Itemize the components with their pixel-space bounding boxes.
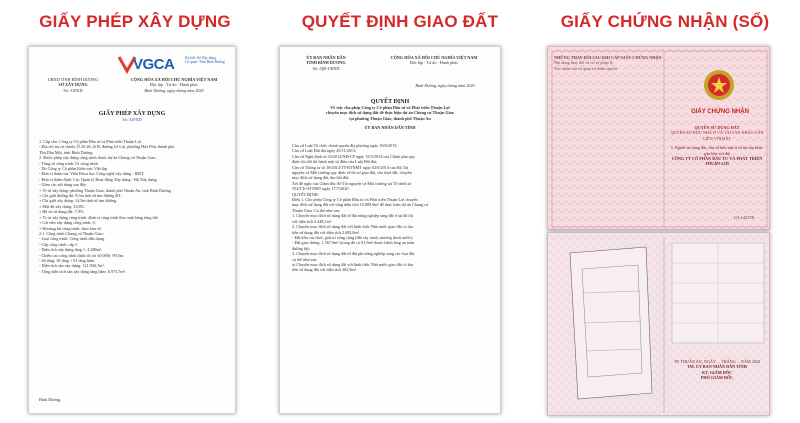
land-allocation-decision-document [279, 46, 501, 414]
vgca-logo [117, 53, 183, 75]
decision-title-block [280, 99, 500, 131]
permit-body-line: + Mật độ xây dựng: 33,8%. [39, 203, 86, 209]
certificate-changes-col2: Xác nhận của cơ quan có thẩm quyền [554, 65, 617, 71]
decision-body-line: nguyên và Môi trường quy định về hồ sơ giao đất, cho thuê đất, chuyển [292, 170, 412, 176]
decision-body-line: 1. Chuyển mục đích sử dụng đất từ đất nông nghiệp sang đất ở tại đô thị [292, 213, 413, 219]
permit-body-line: - Tổng số công trình: 01 công trình. [39, 160, 99, 166]
permit-footer: Bình Dương, [39, 397, 61, 402]
permit-body-line: - Địa chỉ trụ sở chính: Ô 25-26, lô B, đường Lê Lợi, phường Hòa Phú, thành phố [39, 144, 175, 150]
certificate-line-1: QUYỀN SỬ DỤNG ĐẤT [694, 125, 740, 130]
vgca-logo-icon [117, 53, 183, 75]
permit-body-line: - Loại công trình: Công trình dân dụng. [39, 236, 106, 242]
decision-body-line: đường bộ). [292, 245, 311, 251]
certificate-line-2: QUYỀN SỞ HỮU NHÀ Ở VÀ TÀI SẢN KHÁC GẮN LIỀN VỚI ĐẤT [670, 130, 764, 141]
permit-body-line: Thủ Dầu Một, tỉnh Bình Dương. [39, 149, 94, 155]
permit-body-line: + Chỉ giới đường đỏ: 8,5m tính từ tim đường ĐT. [39, 193, 122, 199]
permit-date: Bình Dương, ngày tháng năm 2020 [144, 87, 204, 93]
permit-authority: UBND TỈNH BÌNH DƯƠNG [47, 77, 99, 82]
heading-certificate: GIẤY CHỨNG NHẬN (SỔ) [560, 12, 770, 31]
certificate-line-4: CÔNG TY CỔ PHẦN ĐẦU TƯ VÀ PHÁT TRIỂN THUẬN LỢI [671, 156, 763, 167]
decision-body-line: với diện tích 3.448,1m². [292, 218, 333, 224]
permit-body-line: + Vị trí xây dựng công trình: định vị công trình theo mặt bằng tổng thể. [39, 214, 159, 220]
permit-title: GIẤY PHÉP XÂY DỰNG [98, 111, 166, 117]
national-emblem-icon [703, 69, 735, 101]
decision-body-line: 354/TTr-STNMT ngày 17/7/2020. [292, 186, 350, 192]
decision-right-header [372, 55, 496, 66]
permit-left-header [33, 77, 113, 93]
decision-authority: ỦY BAN NHÂN DÂN [306, 55, 346, 60]
permit-body-line: 1. Cấp cho: Công ty Cổ phần Đầu tư và Phát triển Thuận Lợi [39, 139, 142, 144]
permit-body-line: - Diện tích xây dựng tầng 1: 4.288m². [39, 247, 103, 253]
permit-right-header [115, 77, 233, 93]
decision-body-line: Căn cứ Luật Đất đai ngày 29/11/2013; [292, 148, 357, 154]
decision-body-line: định chi tiết thi hành một số điều của Luật Đất đai; [292, 159, 378, 165]
digital-signature-note: Ký bởi: Sở Xây dựng Cơ quan: Tỉnh Bình Dương [185, 56, 225, 65]
permit-body-line: + Vị trí xây dựng: phường Thuận Giao, thành phố Thuận An, tỉnh Bình Dương. [39, 187, 172, 193]
permit-body-line: - Cấp công trình: cấp I. [39, 241, 78, 247]
plan-authority: TM. ỦY BAN NHÂN DÂN TỈNH [687, 364, 747, 370]
decision-left-header [286, 55, 366, 71]
permit-body-line: - Gồm các nội dung sau đây: [39, 182, 88, 188]
decision-republic: CỘNG HÒA XÃ HỘI CHỦ NGHĨA VIỆT NAM [390, 55, 478, 60]
decision-body-line: QUYẾT ĐỊNH: [292, 191, 319, 197]
decision-authority-line: ỦY BAN NHÂN DÂN TỈNH [364, 125, 416, 131]
permit-body [39, 139, 229, 274]
decision-body-line: cụ thể như sau: [292, 256, 318, 262]
decision-body-line: - Đất khu vui chơi, giải trí công cộng (đất cây xanh, mương thoát nước): [292, 234, 414, 240]
permit-body-line: + Chỉ giới xây dựng: 14,5m tính từ tim đường. [39, 198, 118, 204]
certificate-serial: CS 142578 [734, 215, 755, 220]
permit-body-line: + Khoảng lùi công trình: theo bản vẽ. [39, 225, 102, 231]
permit-body-line: - Đơn vị thẩm định: Cục Quản lý Hoạt động Xây dựng - Bộ Xây dựng. [39, 176, 158, 182]
decision-province: TỈNH BÌNH DƯƠNG [306, 60, 346, 66]
certificate-line-3: I. Người sử dụng đất, chủ sở hữu nhà ở và tài sản khác gắn liền với đất [671, 145, 763, 156]
certificate-changes-page [554, 55, 662, 71]
permit-body-line: - Số tầng: 30 tầng + 01 tầng hầm. [39, 257, 95, 263]
decision-body-line: a) Chuyển mục đích sử dụng đất với hình thức Nhà nước giao đất có thu [292, 261, 414, 267]
permit-body-line: + Cốt nền xây dựng công trình: 0. [39, 220, 96, 226]
decision-body-line: Xét đề nghị của Giám đốc Sở Tài nguyên và Môi trường tại Tờ trình số [292, 180, 412, 186]
decision-body-line: Căn cứ Thông tư số 30/2014/TT-BTNMT ngày 02/6/2014 của Bộ Tài [292, 164, 409, 170]
plot-plan-drawing [548, 233, 770, 416]
certificate-changes-title: NHỮNG THAY ĐỔI SAU KHI CẤP GIẤY CHỨNG NHẬN [554, 55, 662, 60]
decision-body [292, 143, 492, 273]
heading-land-allocation-decision: QUYẾT ĐỊNH GIAO ĐẤT [301, 12, 499, 31]
plan-deputy-director: PHÓ GIÁM ĐỐC [700, 375, 734, 381]
decision-body-line: - Đất giao thông: 1.567,9m² (trong đó có 61,9m² thuộc hành lang an toàn [292, 240, 415, 246]
decision-date: Bình Dương, ngày tháng năm 2020 [415, 83, 475, 88]
plan-date: TP. THUẬN AN, NGÀY ... THÁNG ... NĂM 2020 [673, 359, 761, 364]
permit-title-block [29, 111, 235, 122]
decision-body-line: Căn cứ Luật Tổ chức chính quyền địa phương ngày 19/6/2015; [292, 143, 398, 148]
permit-body-line: - Diện tích sàn xây dựng: 121.926,7m². [39, 263, 105, 269]
building-permit-document [28, 46, 236, 414]
certificate-body [668, 125, 766, 167]
permit-body-line: + Hệ số sử dụng đất: 7,9%. [39, 209, 85, 215]
certificate-title: GIẤY CHỨNG NHẬN [691, 109, 749, 115]
permit-body-line: - Đơn vị thẩm tra: Viện Khoa học Công nghệ xây dựng - IBST. [39, 171, 145, 177]
permit-body-line: - Chiều cao công trình (tính từ cốt ±0.000): 99,5m. [39, 252, 125, 258]
decision-subtitle-2: chuyển mục đích sử dụng đất để thực hiện dự án Chung cư Thuận Giao [326, 110, 454, 116]
decision-body-line: mục đích sử dụng đất với tổng diện tích 10.089,9m² để thực hiện dự án Chung cư [292, 202, 429, 208]
land-plot-plan-page [547, 232, 770, 416]
decision-body-line: Thuận Giao. Cụ thể như sau: [292, 207, 341, 213]
permit-body-line: - Do Công ty Cổ phần Kiến trúc Việt lập. [39, 166, 108, 172]
permit-body-line: 2.1. Công trình Chung cư Thuận Giao: [39, 230, 104, 236]
permit-number: Số: /GPXD [122, 117, 142, 122]
decision-body-line: Điều 1. Cho phép Công ty Cổ phần Đầu tư và Phát triển Thuận Lợi chuyển [292, 197, 418, 203]
decision-body-line: tiền sử dụng đất với diện tích 2.695,8m². [292, 229, 361, 235]
permit-republic: CỘNG HÒA XÃ HỘI CHỦ NGHĨA VIỆT NAM [130, 77, 218, 82]
permit-body-line: 2. Được phép xây dựng công trình thuộc dự án Chung cư Thuận Giao. [39, 155, 157, 161]
decision-body-line: Căn cứ Nghị định số 43/2014/NĐ-CP ngày 15/5/2014 của Chính phủ quy [292, 153, 415, 159]
decision-body-line: 2. Chuyển mục đích sử dụng đất với hình thức Nhà nước giao đất có thu [292, 224, 414, 230]
permit-motto: Độc lập - Tự do - Hạnh phúc [149, 82, 199, 88]
permit-department: SỞ XÂY DỰNG [58, 82, 88, 88]
heading-building-permit: GIẤY PHÉP XÂY DỰNG [39, 12, 231, 31]
vgca-logo-text: VGCA [133, 56, 175, 73]
decision-subtitle-3: tại phường Thuận Giao, thành phố Thuận An [349, 115, 431, 121]
permit-header-band [35, 52, 231, 80]
permit-body-line: - Tổng diện tích sàn xây dựng tầng hầm: 8.975,7m². [39, 268, 126, 274]
decision-body-line: 3. Chuyển mục đích sử dụng đất từ đất phi nông nghiệp sang các loại đất, [292, 251, 416, 257]
permit-number-ref: Số: /GPXD [63, 87, 83, 93]
plan-director: KT. GIÁM ĐỐC [701, 369, 733, 375]
decision-body-line: tiền sử dụng đất với diện tích 302,9m². [292, 267, 357, 273]
decision-subtitle-1: Về việc cho phép Công ty Cổ phần Đầu tư và Phát triển Thuận Lợi [330, 105, 450, 110]
land-use-certificate [547, 46, 770, 230]
decision-motto: Độc lập - Tự do - Hạnh phúc [409, 60, 459, 66]
decision-body-line: mục đích sử dụng đất, thu hồi đất; [292, 175, 350, 181]
decision-title: QUYẾT ĐỊNH [370, 99, 410, 105]
plan-signature-block [668, 359, 766, 381]
decision-number: Số: /QĐ-UBND [312, 65, 340, 71]
certificate-changes-col1: Nội dung thay đổi và cơ sở pháp lý [554, 60, 613, 66]
